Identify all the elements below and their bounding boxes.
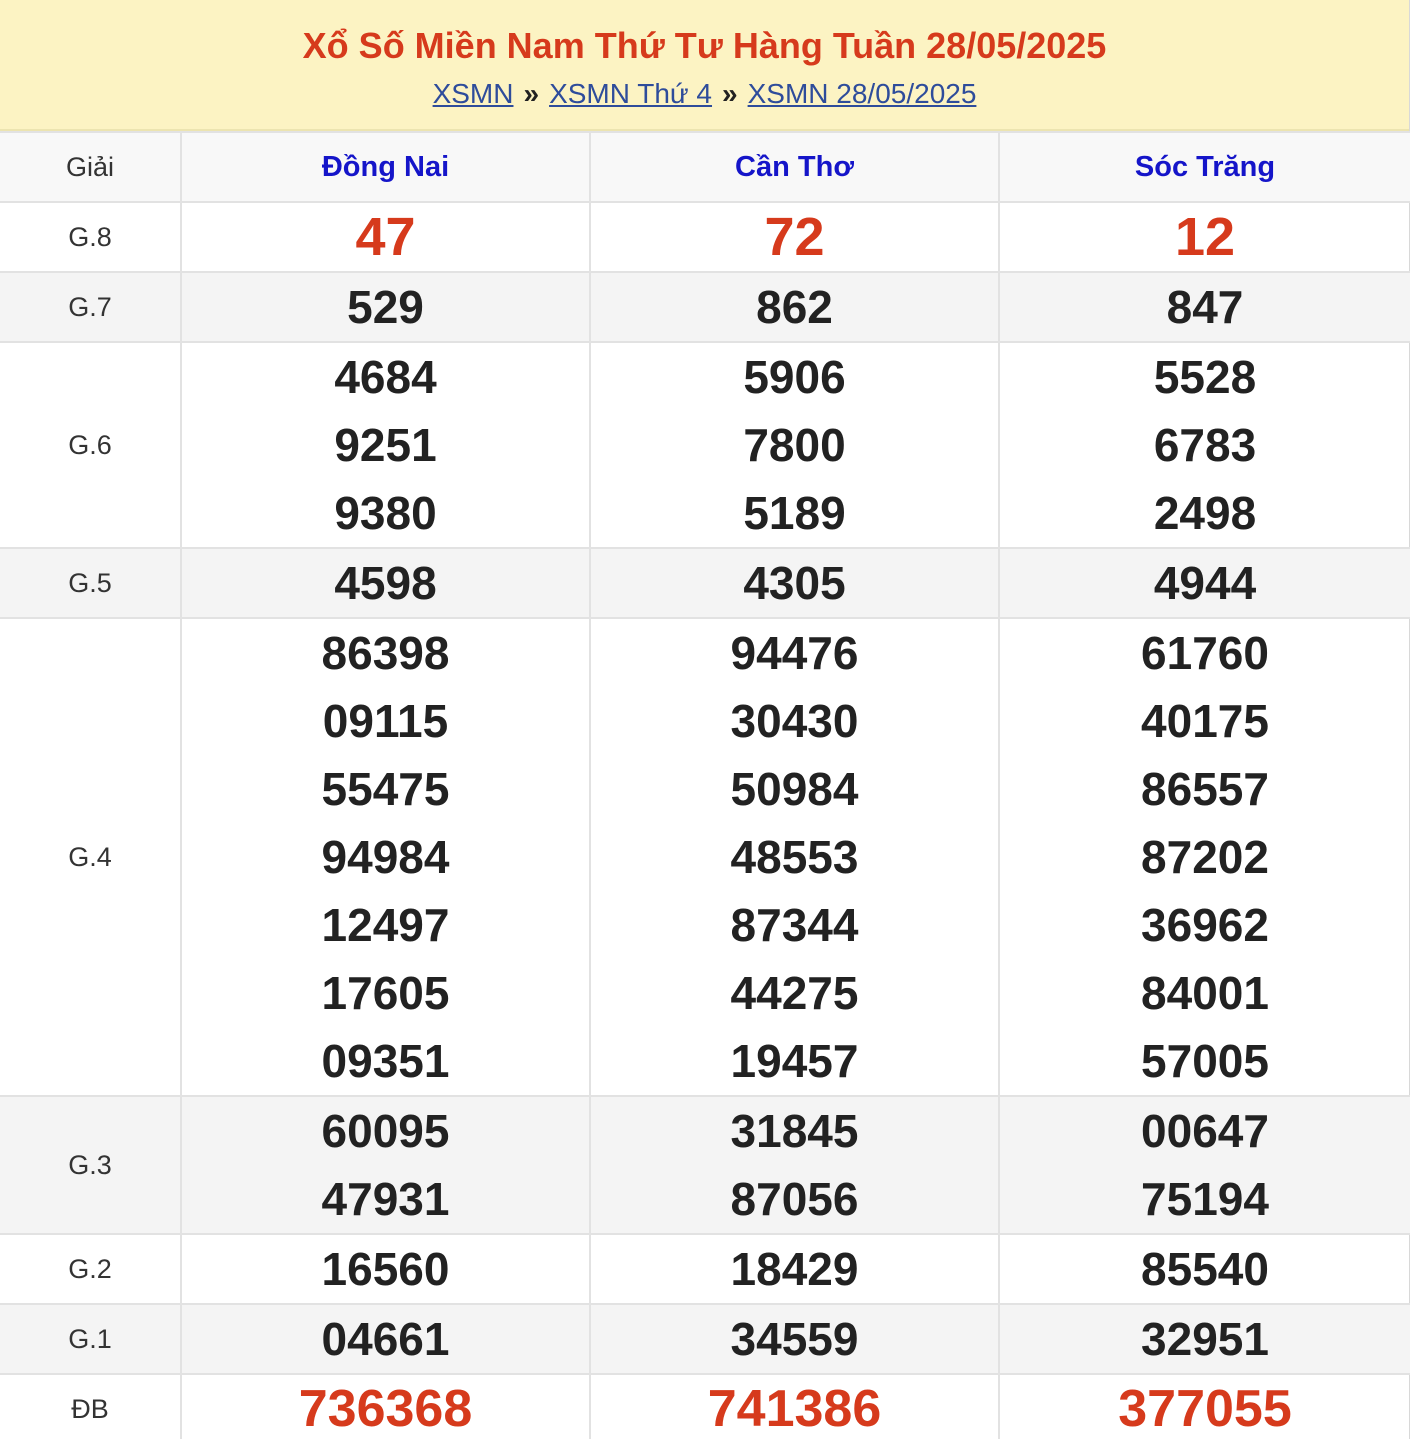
province-header-dong-nai[interactable]: Đồng Nai — [181, 132, 590, 202]
prize-cell — [590, 548, 999, 618]
prize-number: 47 — [355, 207, 416, 267]
prize-number: 9251 — [334, 419, 437, 471]
prize-cell — [999, 1096, 1410, 1234]
prize-cell — [999, 1304, 1410, 1374]
prize-number: 32951 — [1141, 1313, 1269, 1365]
prize-cell — [590, 1234, 999, 1304]
prize-number: 86557 — [1141, 763, 1269, 815]
prize-number: 4598 — [334, 557, 437, 609]
prize-cell — [999, 342, 1410, 548]
prize-label: G.6 — [0, 342, 181, 548]
prize-cell — [999, 1234, 1410, 1304]
prize-cell — [181, 1374, 590, 1439]
breadcrumb-link-xsmn-date[interactable]: XSMN 28/05/2025 — [747, 78, 977, 109]
prize-number: 2498 — [1153, 487, 1257, 539]
prize-number: 12497 — [321, 899, 450, 951]
prize-number: 31845 — [730, 1105, 859, 1157]
prize-number: 86398 — [321, 627, 450, 679]
prize-label: G.8 — [0, 202, 181, 272]
prize-cell — [999, 548, 1410, 618]
prize-number: 87344 — [730, 899, 859, 951]
prize-cell — [181, 272, 590, 342]
prize-row-g5 — [0, 548, 1410, 618]
prize-cell — [999, 1374, 1410, 1439]
prize-row-g3 — [0, 1096, 1410, 1234]
prize-row-g8 — [0, 202, 1410, 272]
prize-number: 72 — [764, 207, 825, 267]
prize-number: 60095 — [321, 1105, 450, 1157]
special-prize-number: 741386 — [707, 1380, 882, 1438]
prize-row-g2 — [0, 1234, 1410, 1304]
prize-number: 5906 — [743, 351, 846, 403]
province-header-soc-trang[interactable]: Sóc Trăng — [999, 132, 1410, 202]
prize-number: 94984 — [321, 831, 450, 883]
prize-number: 34559 — [730, 1313, 859, 1365]
breadcrumb — [0, 79, 1409, 109]
prize-row-special — [0, 1374, 1410, 1439]
breadcrumb-separator: » — [722, 78, 738, 109]
prize-number: 09351 — [321, 1035, 450, 1087]
prize-number: 18429 — [730, 1243, 859, 1295]
prize-number: 862 — [756, 281, 833, 333]
prize-number: 85540 — [1141, 1243, 1269, 1295]
prize-row-g6 — [0, 342, 1410, 548]
prize-cell — [181, 1304, 590, 1374]
province-header-can-tho[interactable]: Cần Thơ — [590, 132, 999, 202]
prize-number: 6783 — [1153, 419, 1257, 471]
breadcrumb-separator: » — [523, 78, 540, 109]
prize-number: 4305 — [743, 557, 846, 609]
prize-number: 30430 — [730, 695, 859, 747]
prize-number: 16560 — [321, 1243, 450, 1295]
prize-number: 847 — [1166, 281, 1244, 333]
prize-number: 4684 — [334, 351, 437, 403]
prize-cell — [181, 1234, 590, 1304]
special-prize-number: 736368 — [298, 1380, 473, 1438]
prize-number: 09115 — [322, 695, 449, 747]
prize-cell — [590, 1374, 999, 1439]
results-table — [0, 131, 1410, 1439]
prize-cell — [590, 342, 999, 548]
prize-number: 87056 — [730, 1173, 859, 1225]
prize-cell — [999, 272, 1410, 342]
prize-cell — [181, 1096, 590, 1234]
prize-number: 7800 — [743, 419, 846, 471]
prize-number: 40175 — [1141, 695, 1269, 747]
prize-number: 94476 — [730, 627, 859, 679]
prize-label: G.1 — [0, 1304, 181, 1374]
prize-number: 5528 — [1153, 351, 1257, 403]
prize-cell — [999, 618, 1410, 1096]
prize-number: 61760 — [1141, 627, 1269, 679]
prize-cell — [590, 272, 999, 342]
prize-number: 36962 — [1141, 899, 1269, 951]
breadcrumb-link-xsmn-thu-4[interactable]: XSMN Thứ 4 — [549, 78, 713, 109]
prize-number: 4944 — [1153, 557, 1257, 609]
prize-cell — [181, 202, 590, 272]
prize-cell — [590, 1304, 999, 1374]
prize-number: 55475 — [321, 763, 450, 815]
prize-number: 19457 — [730, 1035, 859, 1087]
special-prize-number: 377055 — [1118, 1380, 1292, 1438]
prize-number: 17605 — [321, 967, 450, 1019]
prize-number: 48553 — [730, 831, 859, 883]
prize-number: 84001 — [1141, 967, 1269, 1019]
prize-cell — [590, 1096, 999, 1234]
page-title: Xổ Số Miền Nam Thứ Tư Hàng Tuần 28/05/2025 — [302, 25, 1107, 66]
prize-number: 12 — [1174, 207, 1236, 267]
table-header-row — [0, 132, 1410, 202]
prize-number: 50984 — [730, 763, 859, 815]
prize-label: G.3 — [0, 1096, 181, 1234]
prize-cell — [181, 548, 590, 618]
prize-number: 00647 — [1141, 1105, 1269, 1157]
prize-number: 9380 — [334, 487, 437, 539]
prize-number: 47931 — [321, 1173, 450, 1225]
prize-label: G.2 — [0, 1234, 181, 1304]
prize-cell — [590, 618, 999, 1096]
prize-column-header: Giải — [0, 132, 181, 202]
prize-row-g4 — [0, 618, 1410, 1096]
prize-label: ĐB — [0, 1374, 181, 1439]
prize-number: 04661 — [321, 1313, 450, 1365]
prize-number: 5189 — [743, 487, 846, 539]
prize-cell — [181, 618, 590, 1096]
prize-label: G.7 — [0, 272, 181, 342]
prize-cell — [999, 202, 1410, 272]
prize-number: 87202 — [1141, 831, 1269, 883]
prize-number: 44275 — [730, 967, 859, 1019]
prize-cell — [181, 342, 590, 548]
prize-number: 75194 — [1141, 1173, 1269, 1225]
prize-cell — [590, 202, 999, 272]
prize-number: 529 — [347, 281, 424, 333]
prize-number: 57005 — [1141, 1035, 1269, 1087]
breadcrumb-link-xsmn[interactable]: XSMN — [432, 78, 514, 109]
prize-row-g7 — [0, 272, 1410, 342]
prize-label: G.4 — [0, 618, 181, 1096]
prize-label: G.5 — [0, 548, 181, 618]
prize-row-g1 — [0, 1304, 1410, 1374]
results-header — [0, 0, 1409, 131]
